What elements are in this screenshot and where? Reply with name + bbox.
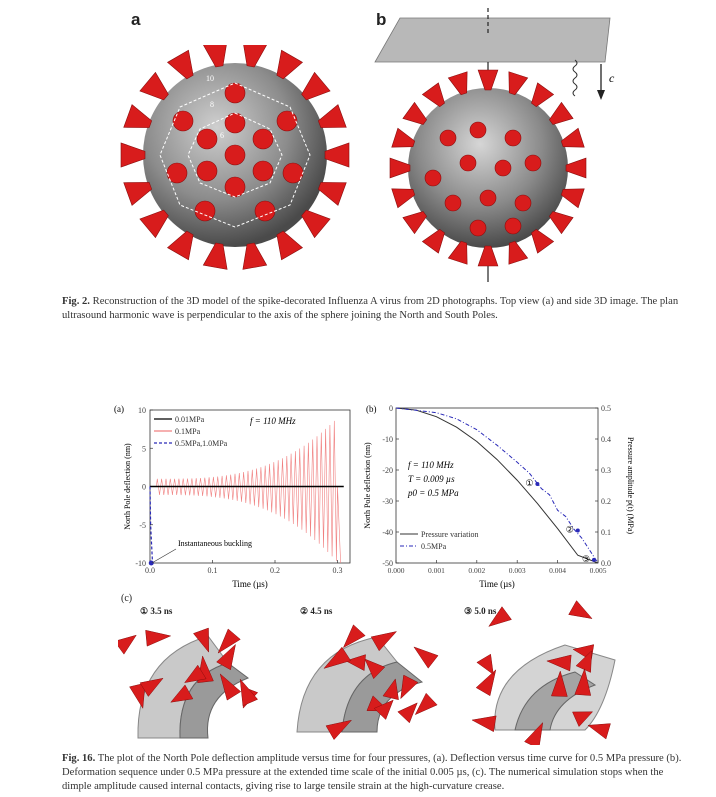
top-view-spike-dot	[277, 111, 297, 131]
top-view-spike-dot	[197, 129, 217, 149]
snapshot-spike	[472, 716, 496, 732]
chart-a	[110, 400, 360, 595]
top-view-spike-dot	[283, 163, 303, 183]
chart-b-marker-label: ②	[565, 524, 574, 535]
snapshot-spike	[489, 607, 512, 627]
chart-b-annotation: T = 0.009 µs	[408, 474, 455, 484]
side-view-spike	[531, 229, 553, 253]
chart-b-ytick-label: -50	[382, 559, 393, 568]
snapshot-spike	[414, 647, 438, 668]
chart-a-legend-label: 0.5MPa,1.0MPa	[175, 439, 228, 448]
chart-b-series-pressure	[396, 408, 598, 563]
chart-b-y2tick-label: 0.2	[601, 497, 611, 506]
top-view-spike	[124, 105, 152, 128]
chart-b-xtick-label: 0.003	[508, 566, 526, 575]
top-view-spike	[243, 243, 267, 269]
chart-b-annotation: f = 110 MHz	[408, 460, 454, 470]
side-view-spike-dot	[505, 218, 521, 234]
chart-b-marker	[592, 558, 596, 562]
side-view-spike	[509, 72, 528, 95]
top-view-spike	[302, 210, 330, 237]
side-view-spike-dot	[470, 220, 486, 236]
top-view-spike	[168, 50, 194, 79]
chart-b-marker	[576, 528, 580, 532]
top-view-spike	[203, 243, 227, 269]
chart-a-ylabel: North Pole deflection (nm)	[123, 443, 132, 530]
top-view-spike-dot	[197, 161, 217, 181]
deformation-snapshot-2	[282, 612, 442, 742]
side-view-spike-dot	[480, 190, 496, 206]
top-view-spike	[318, 105, 346, 128]
chart-b-y2tick-label: 0.3	[601, 466, 611, 475]
chart-a-legend-label: 0.1MPa	[175, 427, 201, 436]
chart-b-series-0.5MPa	[396, 408, 598, 563]
fig2-caption-line1: Reconstruction of the 3D model of the spike-decorated Influenza A virus from 2D photographs. Top view (a) and side 3D image. The plan	[92, 296, 679, 307]
chart-a-xtick-label: 0.1	[207, 566, 218, 575]
side-view-spike-dot	[515, 195, 531, 211]
top-view-spike	[325, 143, 349, 167]
chart-b-xtick-label: 0.002	[468, 566, 486, 575]
panel-c-label: (c)	[121, 593, 133, 604]
deformation-snapshot-1	[118, 618, 278, 743]
snapshot-spike	[415, 693, 437, 714]
chart-b-marker-label: ①	[525, 477, 534, 488]
top-view-spike	[302, 72, 330, 99]
side-view-spike	[549, 102, 573, 124]
snapshot-spike	[146, 630, 171, 646]
top-view-spike	[168, 231, 194, 260]
side-view-spike	[403, 102, 427, 124]
chart-b-xtick-label: 0.000	[387, 566, 405, 575]
side-view-spike	[549, 211, 573, 233]
chart-b-frame	[396, 408, 598, 563]
fig2-panel-b-label: b	[376, 10, 387, 29]
snapshot-spike	[218, 629, 240, 653]
chart-b-xlabel: Time (µs)	[479, 579, 515, 589]
snapshot-label-2: ② 4.5 ns	[300, 606, 333, 616]
side-view-spike	[478, 246, 498, 266]
chart-b-marker	[535, 482, 539, 486]
side-view-spike	[448, 241, 467, 264]
chart-a-ytick-label: 0	[142, 482, 146, 492]
side-view-spike	[509, 241, 528, 264]
side-view-spike-dot	[460, 155, 476, 171]
chart-a-ytick-label: -10	[135, 559, 146, 568]
chart-a-annotation: f = 110 MHz	[250, 416, 296, 426]
chart-a-xtick-label: 0.0	[145, 566, 155, 575]
chart-b-ytick-label: -10	[382, 435, 393, 444]
top-view-spike-dot	[195, 201, 215, 221]
top-view-spike	[203, 45, 227, 67]
side-view-spike	[392, 189, 415, 208]
chart-a-xlabel: Time (µs)	[232, 579, 268, 589]
top-view-spike-dot	[225, 145, 245, 165]
snapshot-spike	[398, 703, 417, 723]
chart-b-y2label: Pressure amplitude p(t) (MPa)	[626, 436, 635, 535]
top-view-spike	[140, 210, 168, 237]
chart-a-xtick-label: 0.3	[332, 566, 343, 575]
side-view-spike	[392, 128, 415, 147]
side-view-spike-dot	[525, 155, 541, 171]
snapshot-spike	[118, 635, 136, 654]
chart-a-legend-label: 0.01MPa	[175, 415, 205, 424]
chart-a-xtick-label: 0.2	[270, 566, 280, 575]
side-view-spike	[561, 189, 584, 208]
chart-b	[360, 400, 640, 595]
side-view-spike	[422, 83, 444, 107]
top-view-spike	[277, 50, 303, 79]
chart-b-ytick-label: -20	[382, 466, 393, 475]
side-view-spike	[531, 83, 553, 107]
snapshot-label-1: ① 3.5 ns	[140, 606, 173, 616]
snapshot-spike	[477, 654, 493, 674]
chart-b-legend-label: Pressure variation	[421, 530, 479, 539]
side-view-spike	[422, 229, 444, 253]
snapshot-spike	[588, 724, 611, 739]
chart-a-panel-label: (a)	[114, 404, 124, 414]
side-view-spike-dot	[495, 160, 511, 176]
side-view-spike	[448, 72, 467, 95]
top-view-spike-dot	[253, 161, 273, 181]
fig2-panel-a-label: a	[131, 10, 141, 29]
sphere-label-6: 6	[220, 131, 224, 140]
side-view-spike-dot	[425, 170, 441, 186]
chart-b-xtick-label: 0.001	[427, 566, 445, 575]
chart-b-legend-label: 0.5MPa	[421, 542, 447, 551]
side-view-spike-dot	[440, 130, 456, 146]
top-view-spike-dot	[173, 111, 193, 131]
chart-a-ytick-label: -5	[139, 520, 146, 530]
side-view-spike	[566, 158, 586, 178]
sphere-label-10: 10	[206, 74, 214, 83]
chart-a-note: Instantaneous buckling	[178, 539, 252, 548]
chart-b-y2tick-label: 0.0	[601, 559, 611, 568]
chart-b-ylabel: North Pole deflection (nm)	[363, 442, 372, 529]
chart-b-marker-label: ③	[581, 553, 591, 564]
chart-b-y2tick-label: 0.4	[601, 435, 611, 444]
top-view-spike	[140, 72, 168, 99]
side-view-spike-dot	[470, 122, 486, 138]
side-view-spike	[478, 70, 498, 90]
chart-a-note-pointer	[152, 549, 176, 563]
chart-b-ytick-label: -30	[382, 497, 393, 506]
chart-b-y2tick-label: 0.5	[601, 404, 611, 413]
deformation-snapshot-3	[455, 600, 635, 745]
arrow-label-c: c	[609, 71, 615, 85]
sphere-label-8: 8	[210, 100, 214, 109]
chart-a-buckling-marker	[149, 561, 154, 566]
top-view-spike-dot	[253, 129, 273, 149]
fig2-caption-line2: ultrasound harmonic wave is perpendicular to the axis of the sphere joining the North and South Poles.	[62, 310, 498, 321]
side-view-spike	[561, 128, 584, 147]
fig16-caption-label: Fig. 16.	[62, 753, 96, 764]
side-view-spike	[390, 158, 410, 178]
top-view-spike	[124, 182, 152, 205]
fig16-caption	[62, 752, 714, 794]
snapshot-label-3: ③ 5.0 ns	[464, 606, 497, 616]
top-view-spike	[243, 45, 267, 67]
chart-a-ytick-label: 5	[142, 444, 146, 454]
fig16-caption-line2: Deformation sequence under 0.5 MPa pressure at the extended time scale of the initial 0.005 µs, (c). The numerical simulation stops when the	[62, 767, 664, 778]
chart-b-y2tick-label: 0.1	[601, 528, 611, 537]
chart-b-panel-label: (b)	[366, 404, 377, 414]
snapshot-spike	[569, 601, 592, 619]
top-view-spike	[277, 231, 303, 260]
fig2-caption-label: Fig. 2.	[62, 296, 90, 307]
virus-side-view-image	[365, 0, 665, 290]
chart-b-annotation: p0 = 0.5 MPa	[408, 488, 459, 498]
top-view-spike	[121, 143, 145, 167]
chart-b-ytick-label: 0	[389, 404, 393, 413]
chart-b-ytick-label: -40	[382, 528, 393, 537]
fig16-caption-line1: The plot of the North Pole deflection amplitude versus time for four pressures, (a). Deflection versus time curve for 0.5 MPa pressure (b).	[97, 753, 682, 764]
chart-a-ytick-label: 10	[138, 406, 146, 415]
virus-top-view-image	[110, 45, 360, 275]
side-view-spike-dot	[445, 195, 461, 211]
side-view-spike-dot	[505, 130, 521, 146]
side-view-spike	[403, 211, 427, 233]
fig16-caption-line3: dimple amplitude caused internal contacts, giving rise to large tensile strain at the high-curvature crease.	[62, 781, 505, 792]
top-view-spike	[318, 182, 346, 205]
chart-b-xtick-label: 0.004	[549, 566, 567, 575]
chart-b-xtick-label: 0.005	[589, 566, 607, 575]
fig2-caption	[62, 295, 712, 323]
